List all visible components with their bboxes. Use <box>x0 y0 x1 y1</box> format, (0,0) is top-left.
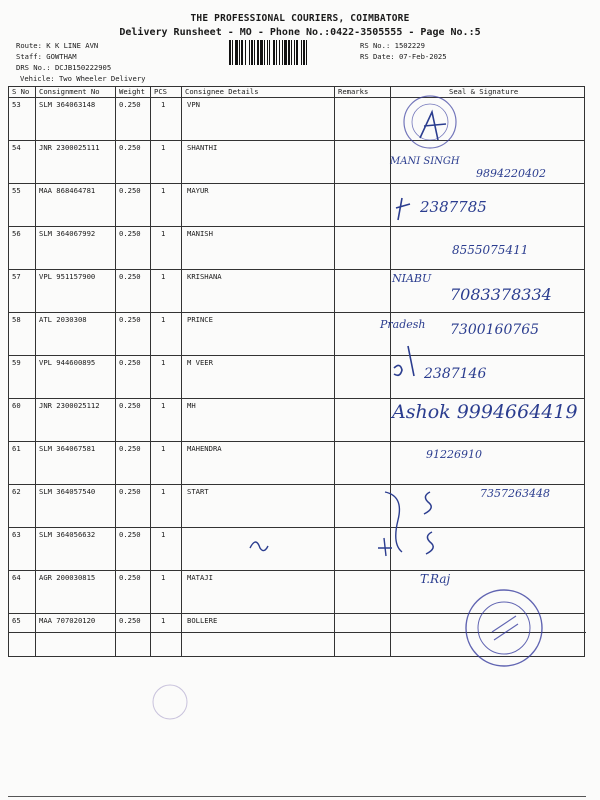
cell-consignment: SLM 364067581 <box>36 442 116 485</box>
cell-pcs: 1 <box>151 98 182 141</box>
cell-weight: 0.250 <box>116 313 151 356</box>
rs-date: RS Date: 07-Feb-2025 <box>360 52 447 61</box>
cell-pcs: 1 <box>151 227 182 270</box>
cell-pcs: 1 <box>151 528 182 571</box>
drs-number: DRS No.: DCJB150222905 <box>16 63 112 72</box>
cell-pcs: 1 <box>151 141 182 184</box>
company-seal-stamp <box>466 590 542 666</box>
col-consignment-header: Consignment No <box>36 87 116 98</box>
handwriting-row57-phone: 7083378334 <box>450 285 552 304</box>
handwriting-row54-phone: 9894220402 <box>476 167 546 180</box>
cell-consignee: MAHENDRA <box>182 442 335 485</box>
handwriting-row58-phone: 7300160765 <box>450 322 540 338</box>
cell-weight: 0.250 <box>116 614 151 657</box>
cell-weight: 0.250 <box>116 227 151 270</box>
handwriting-row58-name: Pradesh <box>380 318 426 331</box>
cell-consignment: VPL 951157900 <box>36 270 116 313</box>
cell-consignee: KRISHANA <box>182 270 335 313</box>
handwriting-row56-phone: 8555075411 <box>452 243 529 257</box>
cell-sno: 58 <box>9 313 36 356</box>
cell-consignment: SLM 364063148 <box>36 98 116 141</box>
handwriting-row61: 91226910 <box>426 448 482 461</box>
handwriting-row55: 2387785 <box>420 198 487 216</box>
col-weight-header: Weight <box>116 87 151 98</box>
cell-sno: 61 <box>9 442 36 485</box>
cell-weight: 0.250 <box>116 184 151 227</box>
cell-consignment: JNR 2300025111 <box>36 141 116 184</box>
cell-consignment: ATL 2030308 <box>36 313 116 356</box>
handwriting-row54-name: MANI SINGH <box>390 156 460 167</box>
cell-weight: 0.250 <box>116 571 151 614</box>
cell-pcs: 1 <box>151 485 182 528</box>
cell-pcs: 1 <box>151 614 182 657</box>
cell-pcs: 1 <box>151 356 182 399</box>
cell-pcs: 1 <box>151 270 182 313</box>
cell-consignment: JNR 2300025112 <box>36 399 116 442</box>
col-seal-header: Seal & Signature <box>391 87 585 98</box>
handwriting-row64: T.Raj <box>420 572 451 586</box>
cell-sno: 63 <box>9 528 36 571</box>
col-consignee-header: Consignee Details <box>182 87 335 98</box>
vehicle-label: Vehicle: Two Wheeler Delivery <box>20 74 146 83</box>
cell-pcs: 1 <box>151 571 182 614</box>
cell-weight: 0.250 <box>116 442 151 485</box>
cell-pcs: 1 <box>151 184 182 227</box>
cell-weight: 0.250 <box>116 270 151 313</box>
cell-consignment: SLM 364057540 <box>36 485 116 528</box>
cell-consignee: START <box>182 485 335 528</box>
seal-stamp <box>404 96 456 148</box>
signature-row59 <box>394 346 414 376</box>
col-sno-header: S No <box>9 87 36 98</box>
handwriting-row57-name: NIABU <box>392 272 432 285</box>
cell-sno: 54 <box>9 141 36 184</box>
cell-consignee: MH <box>182 399 335 442</box>
cell-weight: 0.250 <box>116 485 151 528</box>
initial-row62 <box>424 492 431 514</box>
footer-rule <box>8 796 586 797</box>
cell-weight: 0.250 <box>116 528 151 571</box>
cell-consignee: VPN <box>182 98 335 141</box>
staff-label: Staff: GOWTHAM <box>16 52 77 61</box>
rs-number: RS No.: 1502229 <box>360 41 425 50</box>
cell-sno: 56 <box>9 227 36 270</box>
handwriting-row59: 2387146 <box>424 366 487 382</box>
cell-consignment: MAA 868464781 <box>36 184 116 227</box>
cell-sno: 64 <box>9 571 36 614</box>
cell-sno: 62 <box>9 485 36 528</box>
bracket-stroke <box>378 492 402 556</box>
cell-sno: 57 <box>9 270 36 313</box>
cell-consignee: MAYUR <box>182 184 335 227</box>
company-title: THE PROFESSIONAL COURIERS, COIMBATORE <box>190 13 410 24</box>
cell-consignment: MAA 707020120 <box>36 614 116 657</box>
handwriting-row62: 7357263448 <box>480 487 550 500</box>
cell-consignment: SLM 364056632 <box>36 528 116 571</box>
cell-weight: 0.250 <box>116 356 151 399</box>
cell-weight: 0.250 <box>116 98 151 141</box>
col-remarks-header: Remarks <box>335 87 391 98</box>
col-pcs-header: PCS <box>151 87 182 98</box>
cell-sno: 65 <box>9 614 36 657</box>
cell-consignee: MANISH <box>182 227 335 270</box>
cell-weight: 0.250 <box>116 141 151 184</box>
cell-sno: 60 <box>9 399 36 442</box>
cell-consignee: M VEER <box>182 356 335 399</box>
cell-pcs: 1 <box>151 442 182 485</box>
runsheet-subtitle: Delivery Runsheet - MO - Phone No.:0422-3505555 - Page No.:5 <box>119 27 481 38</box>
cell-consignment: VPL 944600895 <box>36 356 116 399</box>
initial-row63 <box>426 532 433 554</box>
signature-row55 <box>396 198 410 220</box>
handwriting-row60: Ashok 9994664419 <box>392 401 578 423</box>
faint-stamp <box>153 685 187 719</box>
cell-sno: 53 <box>9 98 36 141</box>
cell-sno: 55 <box>9 184 36 227</box>
cell-consignee: PRINCE <box>182 313 335 356</box>
cell-pcs: 1 <box>151 399 182 442</box>
cell-consignee: SHANTHI <box>182 141 335 184</box>
cell-sno: 59 <box>9 356 36 399</box>
remark-scribble-row63 <box>250 542 268 551</box>
cell-pcs: 1 <box>151 313 182 356</box>
cell-consignee: MATAJI <box>182 571 335 614</box>
route-label: Route: K K LINE AVN <box>16 41 99 50</box>
cell-consignment: AGR 200030815 <box>36 571 116 614</box>
cell-weight: 0.250 <box>116 399 151 442</box>
cell-consignee: BOLLERE <box>182 614 335 657</box>
cell-consignment: SLM 364067992 <box>36 227 116 270</box>
